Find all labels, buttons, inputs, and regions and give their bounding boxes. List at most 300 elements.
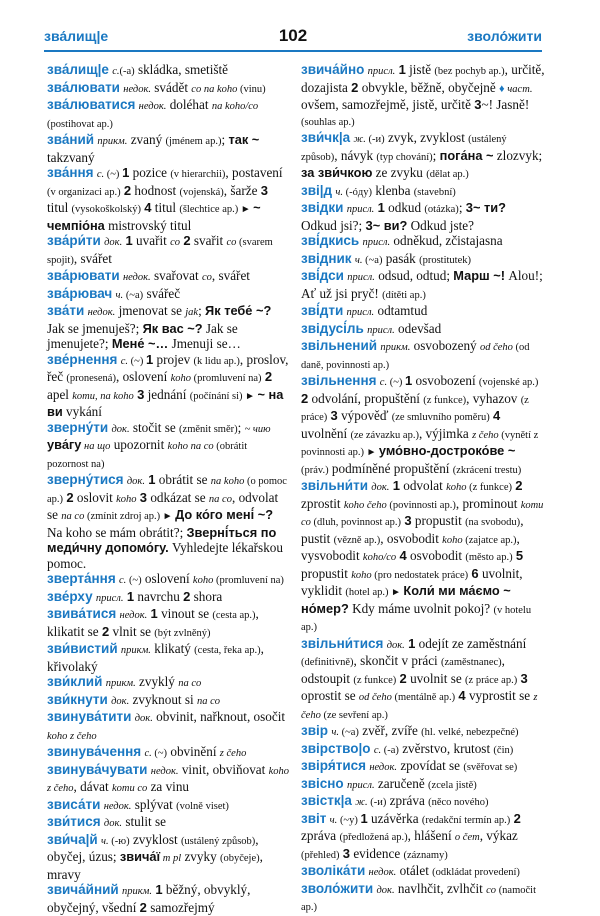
entry-text: co na koho <box>191 83 238 95</box>
entry-text: 2 <box>183 233 191 248</box>
entry-text: (-и) <box>367 797 387 808</box>
entry-text: zvyknout si <box>129 691 197 707</box>
entry-text: zvěrstvo, krutost <box>398 740 494 756</box>
entry-text: titul <box>151 200 180 215</box>
entry-text: 3 <box>260 182 268 198</box>
entry-headword: зва́рювати <box>47 268 120 283</box>
entry-headword: звір <box>301 723 329 738</box>
entry-text: odevšad <box>394 320 442 336</box>
entry-text: (z práce ap.) <box>465 674 518 686</box>
entry-text: 3 <box>139 489 148 505</box>
dictionary-entry <box>47 797 291 815</box>
entry-headword: зва́ння <box>47 165 94 180</box>
entry-text: (~а) <box>338 727 359 738</box>
dictionary-entry <box>47 420 291 473</box>
entry-text: zpráva <box>301 828 340 843</box>
entry-text: (prostitutek) <box>419 254 471 266</box>
entry-text: (pronesená) <box>66 373 116 384</box>
entry-text: koho <box>192 575 214 586</box>
entry-text: zprostit <box>301 495 344 511</box>
entry-headword: звістк|а <box>301 793 352 808</box>
entry-text: ► <box>388 587 404 598</box>
entry-text: прикм. <box>380 342 411 353</box>
entry-text: (typ chování) <box>376 151 433 163</box>
entry-text: (šlechtice ap.) <box>179 204 239 215</box>
entry-text: присл. <box>346 307 375 318</box>
entry-text: ► <box>238 204 254 215</box>
entry-text: , výkaz <box>479 828 518 843</box>
entry-headword: звіт <box>301 810 327 826</box>
entry-text: koho na co <box>167 441 214 452</box>
entry-text: (definitivně) <box>301 657 354 668</box>
entry-text: звича́ї <box>119 849 161 864</box>
entry-text: ; <box>198 303 206 318</box>
entry-text: присл. <box>347 272 375 283</box>
entry-text: z čeho <box>472 429 499 441</box>
entry-text: с. <box>373 744 382 756</box>
entry-headword: зви́клий <box>47 674 103 689</box>
dictionary-entry <box>301 130 545 183</box>
entry-text: vinout se <box>157 606 213 621</box>
entry-text: 2 <box>301 390 309 406</box>
dictionary-entry <box>47 692 291 710</box>
entry-headword: зви́вистий <box>47 641 118 656</box>
entry-text: (od daně, povinnosti ap.) <box>301 342 530 371</box>
entry-headword: звідник <box>301 250 352 266</box>
entry-text: co <box>170 237 181 248</box>
entry-text: na co <box>197 695 221 707</box>
entry-text: 4 <box>458 688 466 703</box>
entry-text: 2 <box>123 182 132 198</box>
entry-text: с. <box>379 377 388 388</box>
entry-text: za vinu <box>147 779 190 794</box>
entry-headword: звірство|о <box>301 740 371 756</box>
entry-text: zvyk, zvyklost <box>384 130 469 145</box>
entry-headword: зва́лищ|е <box>47 62 109 77</box>
entry-text: док. <box>126 476 145 487</box>
entry-text: , výjimka <box>418 425 473 441</box>
dictionary-entry <box>47 233 291 268</box>
entry-text: недок. <box>123 83 151 95</box>
entry-text: (cesta ap.) <box>212 610 256 621</box>
entry-headword: зви́тися <box>47 814 101 829</box>
entry-text: upozornit <box>110 437 168 452</box>
entry-text: 3 <box>365 217 373 233</box>
entry-text: 1 <box>122 165 130 180</box>
entry-text: ж. <box>355 797 368 808</box>
entry-text: , hlášení <box>407 828 455 843</box>
entry-text: , svářet <box>73 250 112 266</box>
entry-text: част. <box>504 83 533 95</box>
entry-text: komu, na koho <box>72 390 134 402</box>
left-column <box>47 62 291 915</box>
entry-text: недок. <box>103 800 132 812</box>
dictionary-entry <box>301 636 545 724</box>
entry-text: с. <box>96 169 105 180</box>
dictionary-entry <box>301 200 545 233</box>
dictionary-entry <box>301 338 545 373</box>
entry-headword: зва́ти <box>47 303 85 318</box>
entry-text: Мене́ ~… <box>111 336 169 351</box>
entry-text: osvobozený <box>410 338 480 353</box>
entry-text: с. <box>120 355 129 367</box>
entry-text: (zaměstnanec) <box>441 657 502 668</box>
entry-text: ► <box>242 390 258 402</box>
entry-text: koho z čeho <box>47 765 290 794</box>
entry-headword: зва́ний <box>47 132 95 147</box>
entry-text: navlhčit, zvlhčit <box>394 880 487 896</box>
page-number: 102 <box>278 26 308 45</box>
entry-text: пога́на ~ <box>439 147 494 163</box>
entry-text: , klikatit se <box>47 606 259 639</box>
entry-text: 2 <box>351 79 359 95</box>
entry-headword: звісно <box>301 775 344 791</box>
entry-text: (počínání si) <box>189 390 243 402</box>
entry-text: na koho <box>210 476 245 487</box>
entry-text: (vojenská) <box>179 186 224 198</box>
entry-text: Jak se jmenujete?; <box>47 320 238 351</box>
entry-text: projev <box>153 351 194 367</box>
entry-text: (práv.) <box>301 464 329 476</box>
entry-text: (~у) <box>337 814 361 826</box>
entry-text: uvolnit, vyklidit <box>301 565 523 598</box>
entry-headword: звіря́тися <box>301 758 367 773</box>
entry-text: ► <box>160 511 176 522</box>
entry-text: , odvolat se <box>47 489 279 522</box>
entry-text: (v hierarchii) <box>170 169 226 180</box>
entry-text: 1 <box>155 882 163 897</box>
entry-text: splývat <box>131 796 177 812</box>
entry-text: uvolnění <box>301 425 351 441</box>
entry-text: (redakční termín ap.) <box>421 814 511 826</box>
entry-text: komu co <box>112 783 148 794</box>
entry-text: (odkládat provedení) <box>432 867 520 878</box>
entry-text: недок. <box>369 762 398 773</box>
entry-text: , pustit <box>301 513 524 546</box>
entry-text: (~) <box>128 355 146 367</box>
entry-text: недок. <box>368 867 397 878</box>
dictionary-entry <box>301 303 545 321</box>
entry-text: (zcela jistě) <box>428 779 477 791</box>
entry-text: Vyhledejte lékařskou pomoc. <box>47 540 283 571</box>
entry-text: прикм. <box>120 645 151 656</box>
entry-text: ; <box>458 200 466 215</box>
entry-text: (~) <box>126 575 142 586</box>
dictionary-entry <box>301 723 545 741</box>
entry-text: , svářet <box>211 268 250 283</box>
entry-text: (předložená ap.) <box>339 832 408 843</box>
page-header <box>44 26 542 52</box>
entry-text: ovšem, samozřejmě, jistě, určitě <box>301 97 475 112</box>
entry-text: koho čeho <box>343 499 387 511</box>
entry-text: прикм. <box>122 886 153 897</box>
dictionary-entry <box>301 233 545 251</box>
entry-text: otálet <box>396 863 433 878</box>
entry-text: 1 <box>150 606 158 621</box>
entry-text: 3 <box>330 408 338 423</box>
entry-text: (zmínit zdroj ap.) <box>84 511 161 522</box>
dictionary-entry <box>301 758 545 776</box>
entry-text: osvobození <box>412 373 479 388</box>
dictionary-entry <box>301 62 545 130</box>
entry-text: Як вас ~? <box>142 320 203 336</box>
entry-text: klikatý <box>150 641 195 656</box>
dictionary-entry <box>301 776 545 794</box>
entry-text: ♦ <box>499 82 505 95</box>
entry-text: koho <box>170 373 191 384</box>
entry-headword: зва́люватися <box>47 97 136 112</box>
entry-text: (jménem ap.) <box>165 136 222 147</box>
entry-text: koho <box>351 569 372 581</box>
entry-text: ~ на ви <box>47 386 284 419</box>
entry-text: ; <box>237 419 245 435</box>
entry-text: o čem <box>454 832 480 843</box>
entry-text: (mentálně ap.) <box>391 692 456 703</box>
entry-text: 3 <box>474 97 482 112</box>
entry-text: (~) <box>387 377 406 388</box>
entry-text: 3 <box>137 386 145 402</box>
entry-text: 1 <box>398 62 406 77</box>
entry-text: , osvobodit <box>380 530 443 546</box>
entry-text: 3 <box>342 845 351 861</box>
entry-headword: звива́тися <box>47 606 117 621</box>
dictionary-entry <box>47 97 291 132</box>
entry-text: ~ чемпіо́на <box>47 200 261 233</box>
entry-text: , vyhazov <box>466 390 521 406</box>
entry-text: ; <box>221 132 229 147</box>
entry-text: osvobodit <box>406 548 466 563</box>
entry-text: , oslovení <box>115 369 171 384</box>
entry-text: (-и) <box>365 134 385 145</box>
entry-text: ze zvyku <box>372 165 427 180</box>
entry-text: 2 <box>513 810 521 826</box>
entry-text: zlozvyk; <box>493 147 543 163</box>
entry-text: Kdy máme uvolnit pokoj? <box>348 600 494 616</box>
entry-text: hodnost <box>131 182 180 198</box>
entry-text: (dítěti ap.) <box>382 289 426 301</box>
entry-text: (ustálený způsob) <box>301 134 507 163</box>
entry-text: (být zvlněný) <box>154 627 211 639</box>
entry-text: 3 <box>465 200 474 215</box>
entry-text: apel <box>47 386 73 402</box>
entry-text: недок. <box>87 307 116 318</box>
entry-text: svářeč <box>143 285 181 301</box>
entry-text: uzávěrka <box>367 810 422 826</box>
entry-text: 5 <box>515 548 524 563</box>
entry-text: podmíněné propuštění <box>328 460 453 476</box>
entry-headword: зва́лювати <box>47 79 120 95</box>
dictionary-entry <box>47 882 291 915</box>
entry-text: pasák <box>382 250 420 266</box>
entry-headword: звільни́тися <box>301 635 384 651</box>
entry-text: , mravy <box>47 849 263 882</box>
entry-text: ~ ви? <box>372 217 408 233</box>
entry-text: (postihovat ap.) <box>47 118 113 130</box>
entry-text: (namočit ap.) <box>301 884 537 913</box>
entry-text: (vynětí z povinnosti ap.) <box>301 429 539 458</box>
dictionary-entry <box>47 352 291 420</box>
entry-headword: зві|д <box>301 182 333 198</box>
entry-text: na co <box>178 678 202 689</box>
header-last-headword: зволо́жити <box>467 28 542 44</box>
entry-text: док. <box>111 423 130 435</box>
entry-text: 1 <box>148 472 156 487</box>
entry-text: od čeho <box>358 692 392 703</box>
dictionary-entry <box>47 641 291 674</box>
entry-text: (čin) <box>493 744 514 756</box>
entry-text: pozice <box>129 165 171 180</box>
entry-text: , návyk <box>334 147 377 163</box>
entry-text: takzvaný <box>47 149 95 165</box>
entry-text: ► <box>364 447 379 458</box>
entry-text: 2 <box>101 623 110 639</box>
entry-text: koho/co <box>362 552 397 563</box>
entry-text: Odkud jsi?; <box>301 217 366 233</box>
entry-text: 1 <box>408 635 416 651</box>
entry-text: uvařit <box>132 233 171 248</box>
entry-text: stočit se <box>129 419 180 435</box>
entry-text: на що <box>81 441 111 452</box>
entry-text: Na koho se mám obrátit?; <box>47 524 187 540</box>
dictionary-entry <box>301 321 545 339</box>
entry-text: (vinu) <box>237 83 266 95</box>
dictionary-entry <box>47 303 291 352</box>
entry-text: (o pomoc ap.) <box>47 476 287 505</box>
entry-text: (~а) <box>362 254 383 266</box>
entry-text: (promluvení na) <box>190 373 262 384</box>
entry-text: (v hotelu ap.) <box>301 604 532 633</box>
entry-text: 2 <box>515 478 523 493</box>
entry-text: koho <box>446 482 467 493</box>
entry-text: присл. <box>346 204 375 215</box>
dictionary-entry <box>47 286 291 304</box>
entry-text: 3 <box>404 513 412 528</box>
entry-text: (stavební) <box>413 186 456 198</box>
entry-text: vyprostit se <box>465 688 534 703</box>
entry-text: svádět <box>151 79 192 95</box>
entry-text: obvykle, běžně, obyčejně <box>358 79 500 95</box>
entry-text: ж. <box>353 134 366 145</box>
entry-text: (volně viset) <box>176 800 229 812</box>
entry-text: co <box>226 237 237 248</box>
entry-text: 1 <box>360 810 368 826</box>
entry-text: , vysvobodit <box>301 530 520 563</box>
entry-text: zvyky <box>181 849 220 864</box>
entry-text: zpráva <box>386 793 429 808</box>
entry-text: (~) <box>151 748 168 759</box>
entry-text: na co <box>208 493 232 505</box>
entry-text: присл. <box>95 592 124 604</box>
entry-headword: звільни́ти <box>301 478 368 493</box>
entry-text: ~ чию <box>244 423 271 435</box>
entry-text: (-óду) <box>343 186 373 198</box>
entry-text: 1 <box>405 373 413 388</box>
dictionary-entry <box>301 741 545 759</box>
entry-text: недок. <box>119 610 148 621</box>
entry-text: běžný, obvyklý, obyčejný, všední <box>47 882 251 915</box>
entry-text: док. <box>376 884 395 896</box>
entry-text: , obyčej, úzus; <box>47 831 259 864</box>
entry-headword: звича́йно <box>301 62 365 77</box>
entry-text: (dělat ap.) <box>426 169 469 180</box>
entry-text: (obyčeje) <box>219 853 260 864</box>
dictionary-entry <box>47 606 291 641</box>
entry-text: 1 <box>125 233 133 248</box>
entry-text: (souhlas ap.) <box>301 116 355 128</box>
entry-text: titul <box>47 200 72 215</box>
entry-text: (povinnosti ap.) <box>386 499 456 511</box>
entry-headword: зверта́ння <box>47 571 116 586</box>
entry-text: (svěřovat se) <box>463 762 518 773</box>
entry-text: propustit <box>411 513 466 528</box>
entry-headword: зве́рнення <box>47 351 118 367</box>
entry-text: (cesta, řeka ap.) <box>194 645 261 656</box>
entry-text: odvolat <box>399 478 447 493</box>
entry-text: evidence <box>350 845 404 861</box>
entry-text: (v organizaci ap.) <box>47 186 121 198</box>
entry-text: výpověď <box>337 408 392 423</box>
entry-text: прикм. <box>97 136 128 147</box>
entry-headword: зви́чк|а <box>301 130 351 145</box>
entry-text: док. <box>386 639 405 651</box>
entry-headword: звинува́чення <box>47 744 142 759</box>
entry-text: (~а) <box>123 289 144 301</box>
dictionary-entry <box>47 762 291 797</box>
entry-text: uvolnit se <box>406 670 466 686</box>
entry-text: присл. <box>367 66 396 77</box>
entry-text: vinit, obviňovat <box>178 761 269 777</box>
entry-text: (záznamy) <box>403 849 448 861</box>
entry-text: ~ ти? <box>473 200 506 215</box>
dictionary-entry <box>301 373 545 478</box>
entry-text: умо́вно-достроко́ве ~ <box>378 443 516 458</box>
entry-text: odvolání, propuštění <box>308 390 424 406</box>
entry-text: (z práce) <box>301 394 529 423</box>
entry-headword: зви́ча|й <box>47 831 98 847</box>
entry-text: ; <box>432 147 440 163</box>
entry-text: (-а) <box>119 66 135 77</box>
entry-text: mistrovský titul <box>104 217 192 233</box>
entry-headword: зволо́жити <box>301 880 374 896</box>
entry-text: shora <box>190 588 223 604</box>
entry-text: недок. <box>138 101 167 112</box>
entry-text: , dávat <box>73 779 112 794</box>
entry-text: (obrátit pozornost na) <box>47 441 248 470</box>
entry-text: co <box>201 272 212 283</box>
entry-headword: зві́дти <box>301 303 344 318</box>
entry-text: 6 <box>471 565 479 581</box>
entry-text: присл. <box>367 324 395 336</box>
entry-text: odkázat se <box>147 489 209 505</box>
entry-text: 1 <box>392 478 400 493</box>
entry-text: zaručeně <box>374 775 429 791</box>
entry-text: 1 <box>145 351 154 367</box>
entry-text: 1 <box>126 588 135 604</box>
entry-text: svařit <box>190 233 227 248</box>
entry-text: (ustálený způsob) <box>180 835 256 847</box>
entry-text: obvinění <box>167 744 220 759</box>
entry-text: прикм. <box>105 678 136 689</box>
entry-headword: зверну́ти <box>47 419 109 435</box>
entry-text: (z funkce) <box>353 674 397 686</box>
entry-text: (město ap.) <box>465 552 513 563</box>
entry-text: (ze sevření ap.) <box>320 709 388 721</box>
entry-text: jak <box>185 307 199 318</box>
entry-headword: звідусі́ль <box>301 320 364 336</box>
entry-text: , proslov, řeč <box>47 351 289 384</box>
entry-text: Jak se jmenuješ?; <box>47 320 143 336</box>
entry-headword: звича́йний <box>47 882 119 897</box>
